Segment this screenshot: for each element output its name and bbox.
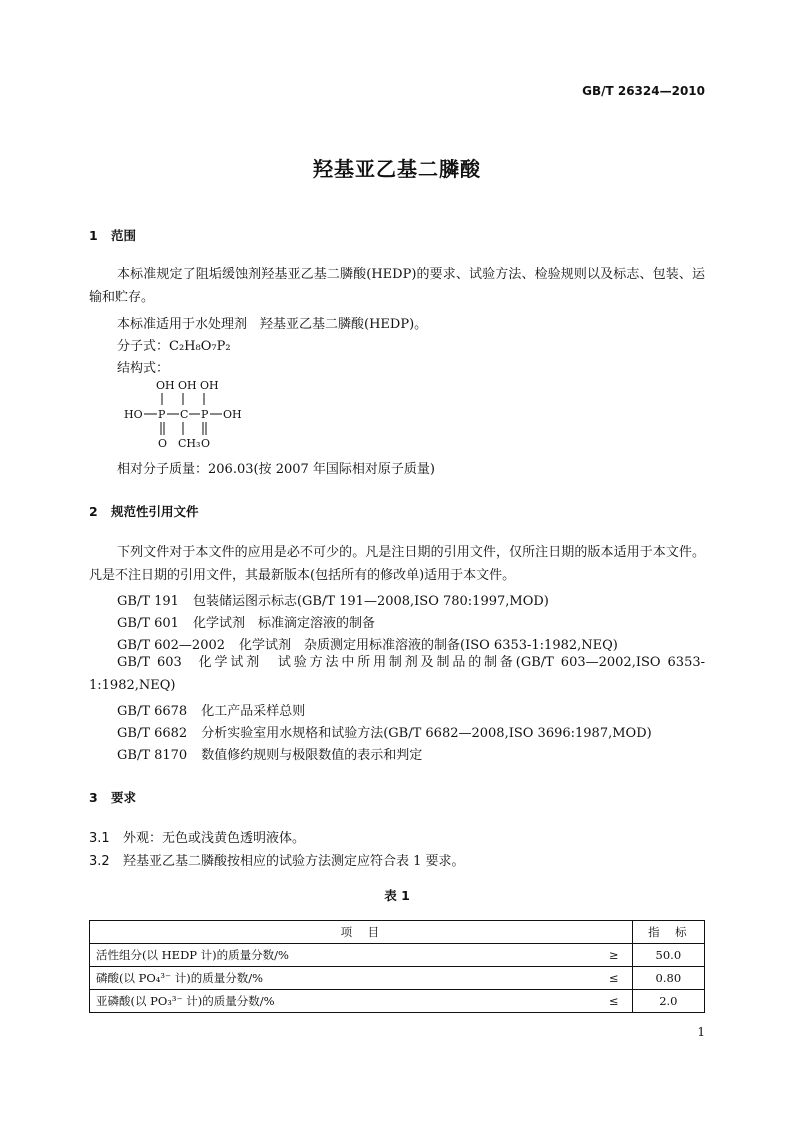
column-header-item: 项 目: [90, 921, 633, 944]
section-title: 规范性引用文件: [111, 504, 199, 519]
reference-title: 化工产品采样总则: [201, 704, 306, 719]
cell-item: 亚磷酸(以 PO₃³⁻ 计)的质量分数/%: [90, 990, 596, 1013]
ch3-group: CH₃: [178, 437, 201, 450]
molecular-mass: 相对分子质量：206.03(按 2007 年国际相对原子质量): [117, 462, 435, 477]
cell-item: 磷酸(以 PO₄³⁻ 计)的质量分数/%: [90, 967, 596, 990]
column-header-value: 指 标: [632, 921, 704, 944]
reference-code: GB/T 191: [117, 594, 179, 609]
reference-item: [117, 612, 375, 631]
oh-top-center: OH: [178, 379, 197, 392]
page-number: 1: [697, 1025, 705, 1039]
reference-code: GB/T 8170: [117, 748, 188, 763]
reference-title: 化学试剂 试验方法中所用制剂及制品的制备(GB/T 603—2002,ISO 6353-1:1982,NEQ): [89, 655, 706, 693]
table-row: [90, 967, 705, 990]
section-number: 1: [89, 228, 98, 243]
phosphorus-left: P: [158, 408, 166, 421]
reference-item: [117, 590, 549, 609]
section-2-intro: 下列文件对于本文件的应用是必不可少的。凡是注日期的引用文件，仅所注日期的版本适用于本文件。凡是不注日期的引用文件，其最新版本(包括所有的修改单)适用于本文件。: [89, 545, 705, 583]
table-row: [90, 990, 705, 1013]
reference-item: [117, 744, 422, 763]
reference-title: 化学试剂 杂质测定用标准溶液的制备(ISO 6353-1:1982,NEQ): [239, 638, 618, 653]
structure-label: 结构式：: [117, 361, 170, 376]
table-caption: 表 1: [384, 888, 410, 903]
structural-formula: [120, 377, 260, 452]
section-title: 范围: [111, 228, 137, 243]
reference-code: GB/T 6678: [117, 704, 188, 719]
molecular-formula: 分子式：C₂H₈O₇P₂: [117, 339, 231, 354]
section-2-heading: [89, 502, 199, 520]
reference-item: [89, 651, 705, 697]
cell-operator: ≥: [596, 944, 633, 967]
reference-title: 分析实验室用水规格和试验方法(GB/T 6682—2008,ISO 3696:1987,MOD): [201, 726, 652, 741]
cell-operator: ≤: [596, 967, 633, 990]
carbon-center: C: [180, 408, 189, 421]
reference-code: GB/T 6682: [117, 726, 188, 741]
section-number: 3: [89, 790, 98, 805]
section-1-paragraph-1: 本标准规定了阻垢缓蚀剂羟基亚乙基二膦酸(HEDP)的要求、试验方法、检验规则以及标志、包装、运输和贮存。: [89, 267, 705, 305]
reference-item: [117, 700, 305, 719]
oh-right: OH: [223, 408, 242, 421]
table-row: [90, 944, 705, 967]
reference-code: GB/T 602—2002: [117, 638, 226, 653]
document-title: 羟基亚乙基二膦酸: [313, 157, 481, 181]
requirement-number: 3.1: [89, 831, 110, 846]
requirement-text: 羟基亚乙基二膦酸按相应的试验方法测定应符合表 1 要求。: [123, 854, 465, 869]
phosphorus-right: P: [201, 408, 209, 421]
oh-top-left: OH: [156, 379, 175, 392]
section-3-heading: [89, 788, 136, 806]
requirement-item: [89, 827, 305, 846]
reference-title: 包装储运图示标志(GB/T 191—2008,ISO 780:1997,MOD): [192, 594, 549, 609]
requirement-item: [89, 850, 465, 869]
reference-item: [117, 722, 652, 741]
section-1-heading: [89, 226, 136, 244]
requirement-number: 3.2: [89, 854, 110, 869]
section-title: 要求: [111, 790, 137, 805]
oh-top-right: OH: [200, 379, 219, 392]
o-double-right: O: [201, 437, 211, 450]
requirement-text: 外观：无色或浅黄色透明液体。: [123, 831, 306, 846]
table-header-row: [90, 921, 705, 944]
reference-title: 数值修约规则与极限数值的表示和判定: [201, 748, 423, 763]
cell-value: 2.0: [632, 990, 704, 1013]
ho-left: HO: [124, 408, 143, 421]
section-1-paragraph-2: 本标准适用于水处理剂 羟基亚乙基二膦酸(HEDP)。: [117, 317, 428, 332]
reference-code: GB/T 601: [117, 616, 179, 631]
cell-item: 活性组分(以 HEDP 计)的质量分数/%: [90, 944, 596, 967]
standard-code: GB/T 26324—2010: [582, 84, 705, 98]
section-number: 2: [89, 504, 98, 519]
requirements-table: [89, 920, 705, 1013]
cell-value: 50.0: [632, 944, 704, 967]
o-double-left: O: [158, 437, 168, 450]
cell-value: 0.80: [632, 967, 704, 990]
cell-operator: ≤: [596, 990, 633, 1013]
reference-code: GB/T 603: [117, 655, 182, 670]
reference-title: 化学试剂 标准滴定溶液的制备: [192, 616, 375, 631]
